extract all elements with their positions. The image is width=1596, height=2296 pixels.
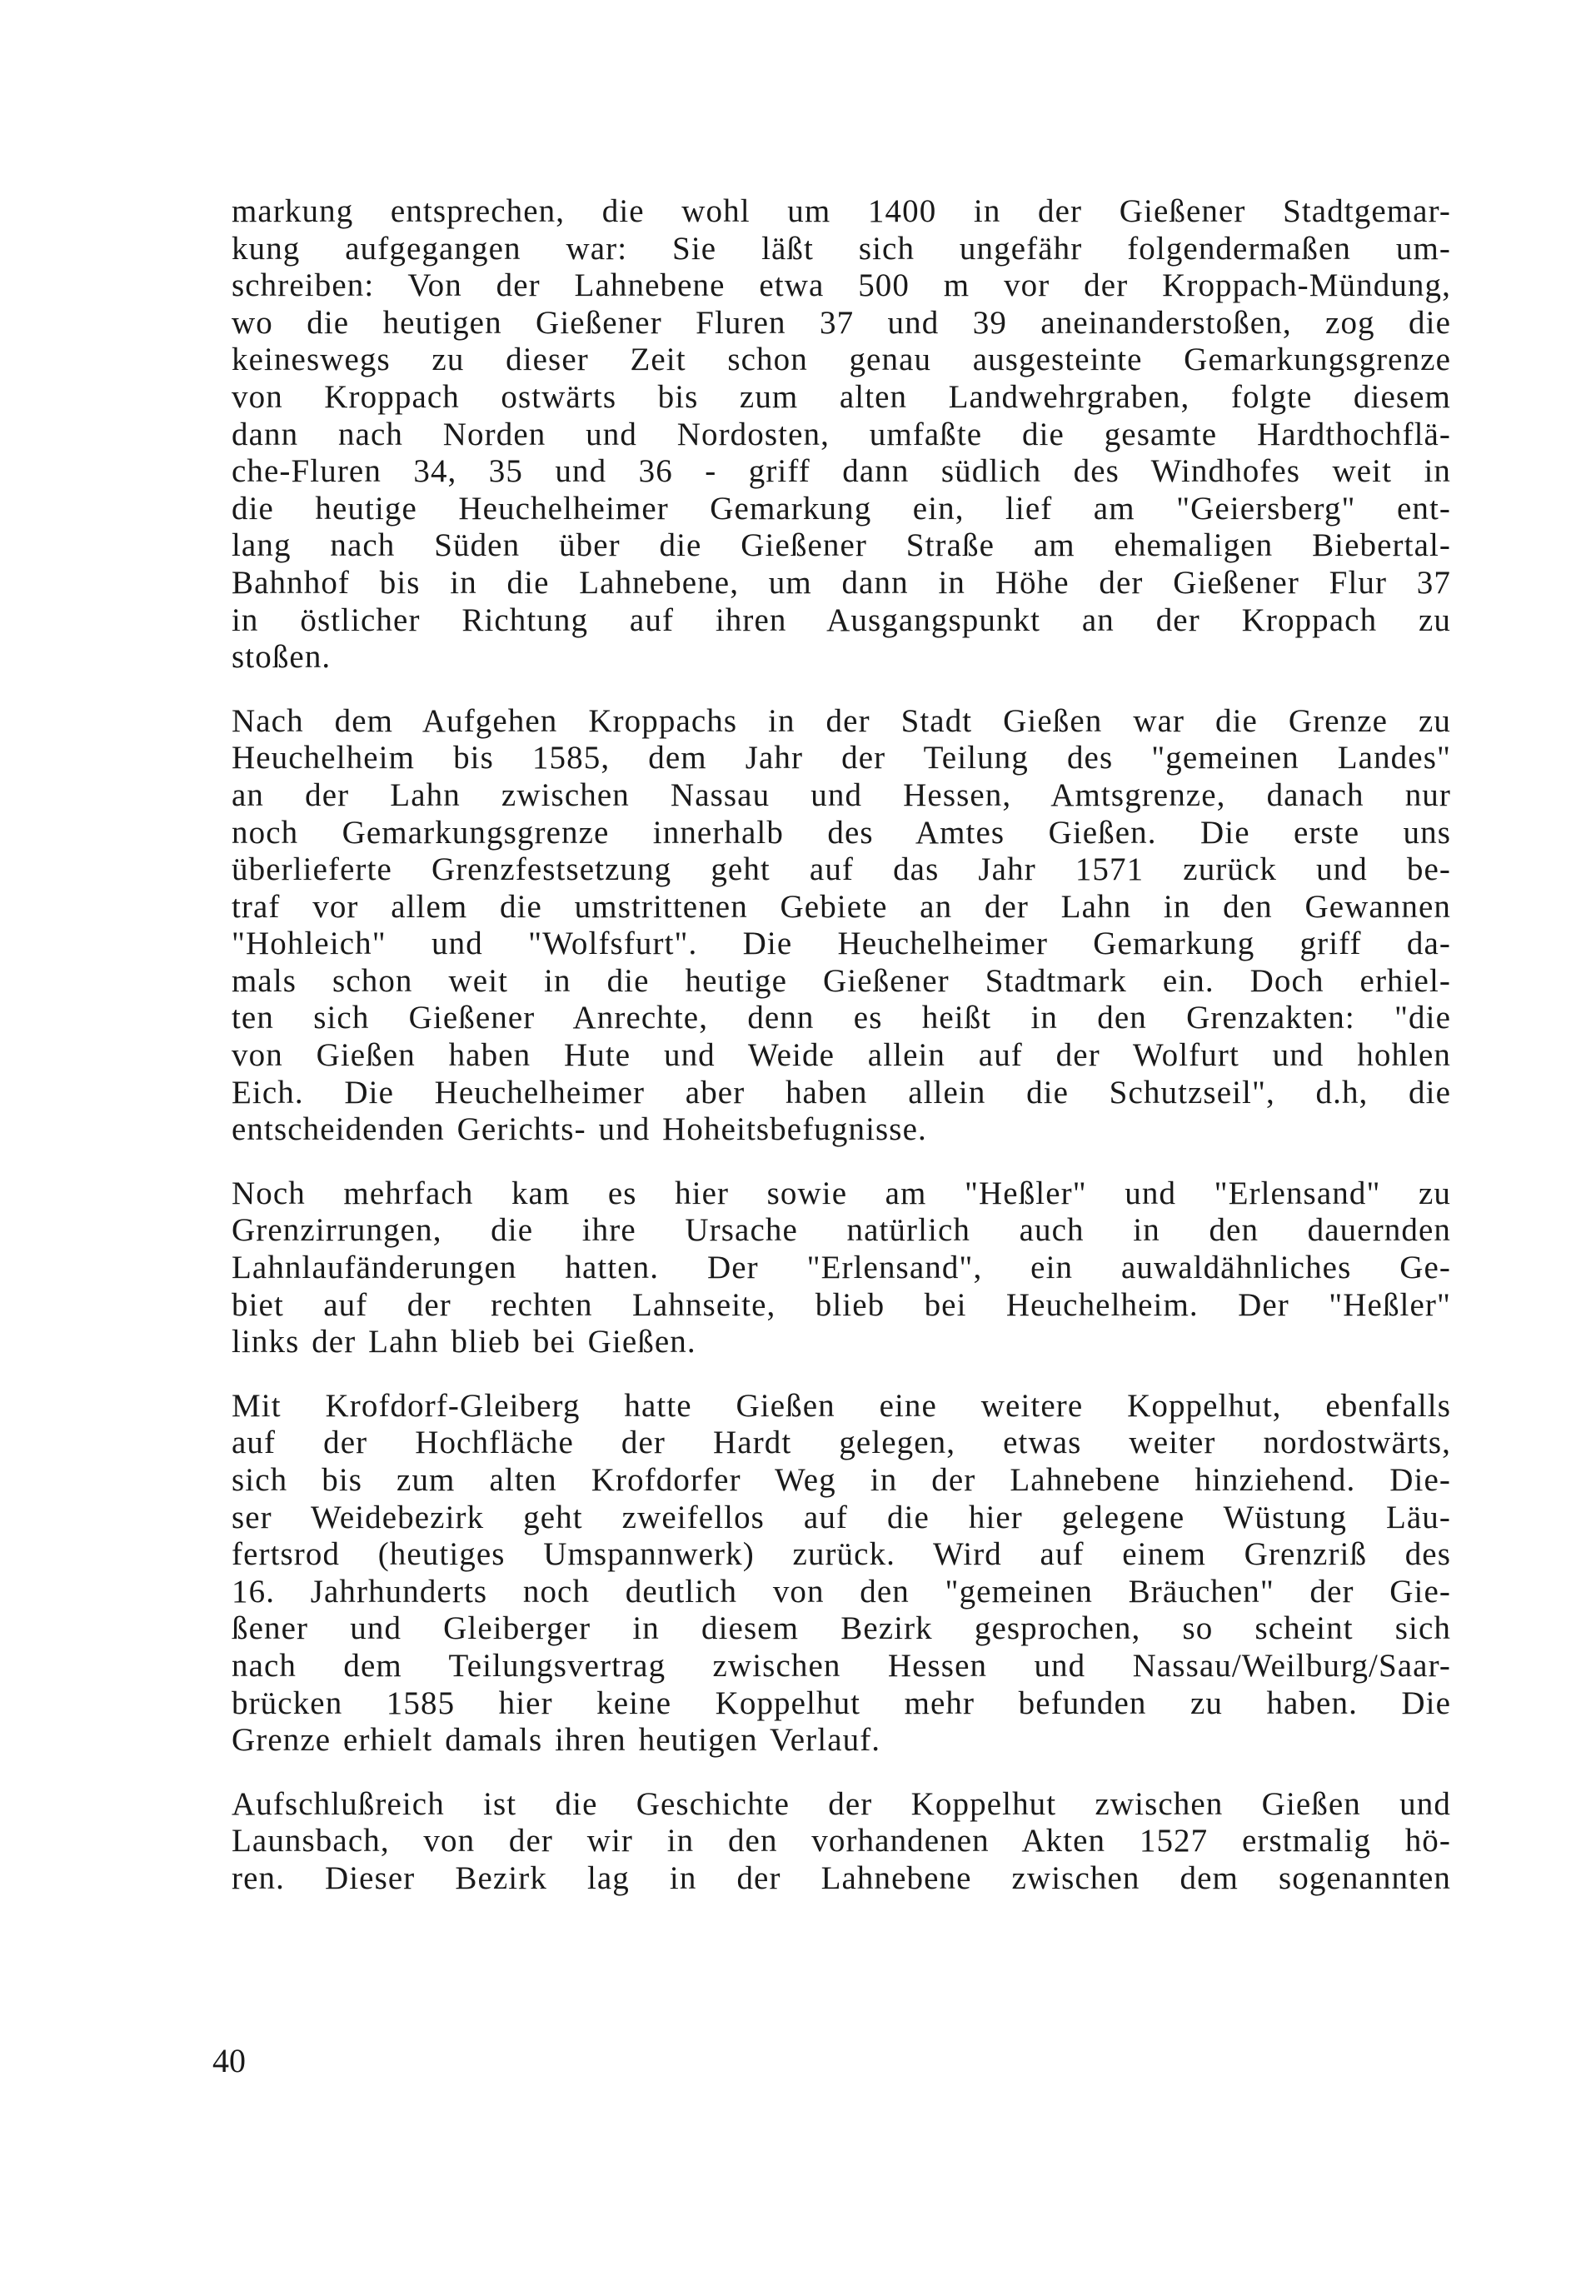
paragraph [232, 1175, 1451, 1361]
text-line: wo die heutigen Gießener Fluren 37 und 39 aneinanderstoßen, zog die [232, 304, 1451, 341]
text-line: Mit Krofdorf-Gleiberg hatte Gießen eine weitere Koppelhut, ebenfalls [232, 1387, 1451, 1424]
paragraph [232, 193, 1451, 676]
text-line: stoßen. [232, 639, 332, 676]
text-line: dann nach Norden und Nordosten, umfaßte die gesamte Hardthochflä- [232, 416, 1451, 452]
text-line: "Hohleich" und "Wolfsfurt". Die Heuchelheimer Gemarkung griff da- [232, 926, 1451, 962]
text-line: noch Gemarkungsgrenze innerhalb des Amtes Gießen. Die erste uns [232, 814, 1451, 851]
text-line: Grenzirrungen, die ihre Ursache natürlich auch in den dauernden [232, 1212, 1451, 1249]
text-line: entscheidenden Gerichts- und Hoheitsbefugnisse. [232, 1111, 927, 1148]
paragraph [232, 703, 1451, 1149]
text-line: biet auf der rechten Lahnseite, blieb bei Heuchelheim. Der "Heßler" [232, 1286, 1451, 1323]
text-line: sich bis zum alten Krofdorfer Weg in der Lahnebene hinziehend. Die- [232, 1462, 1451, 1498]
text-line: ten sich Gießener Anrechte, denn es heißt in den Grenzakten: "die [232, 1000, 1451, 1036]
text-line: von Kroppach ostwärts bis zum alten Landwehrgraben, folgte diesem [232, 378, 1451, 415]
text-line: kung aufgegangen war: Sie läßt sich ungefähr folgendermaßen um- [232, 230, 1451, 267]
text-line: Noch mehrfach kam es hier sowie am "Heßler" und "Erlensand" zu [232, 1175, 1451, 1211]
text-line: che-Fluren 34, 35 und 36 - griff dann südlich des Windhofes weit in [232, 453, 1451, 490]
text-line: Grenze erhielt damals ihren heutigen Verlauf. [232, 1722, 881, 1759]
page-number: 40 [212, 2042, 246, 2079]
text-line: links der Lahn blieb bei Gießen. [232, 1324, 696, 1360]
text-line: schreiben: Von der Lahnebene etwa 500 m vor der Kroppach-Mündung, [232, 267, 1451, 304]
text-line: Aufschlußreich ist die Geschichte der Koppelhut zwischen Gießen und [232, 1785, 1451, 1822]
text-line: auf der Hochfläche der Hardt gelegen, etwas weiter nordostwärts, [232, 1425, 1451, 1461]
text-line: Lahnlaufänderungen hatten. Der "Erlensand", ein auwaldähnliches Ge- [232, 1250, 1451, 1286]
text-line: die heutige Heuchelheimer Gemarkung ein, lief am "Geiersberg" ent- [232, 490, 1451, 527]
paragraph [232, 1388, 1451, 1759]
text-line: ßener und Gleiberger in diesem Bezirk gesprochen, so scheint sich [232, 1610, 1451, 1647]
paragraph [232, 1786, 1451, 1898]
text-line: ren. Dieser Bezirk lag in der Lahnebene zwischen dem sogenannten [232, 1859, 1451, 1896]
text-line: Launsbach, von der wir in den vorhandenen Akten 1527 erstmalig hö- [232, 1823, 1451, 1859]
text-line: mals schon weit in die heutige Gießener Stadtmark ein. Doch erhiel- [232, 962, 1451, 999]
text-line: Nach dem Aufgehen Kroppachs in der Stadt Gießen war die Grenze zu [232, 702, 1451, 739]
text-line: Bahnhof bis in die Lahnebene, um dann in Höhe der Gießener Flur 37 [232, 564, 1451, 601]
text-line: keineswegs zu dieser Zeit schon genau ausgesteinte Gemarkungsgrenze [232, 342, 1451, 378]
text-line: 16. Jahrhunderts noch deutlich von den "gemeinen Bräuchen" der Gie- [232, 1573, 1451, 1610]
text-line: fertsrod (heutiges Umspannwerk) zurück. Wird auf einem Grenzriß des [232, 1536, 1451, 1573]
text-line: überlieferte Grenzfestsetzung geht auf das Jahr 1571 zurück und be- [232, 851, 1451, 888]
text-line: markung entsprechen, die wohl um 1400 in der Gießener Stadtgemar- [232, 193, 1451, 229]
text-line: an der Lahn zwischen Nassau und Hessen, Amtsgrenze, danach nur [232, 776, 1451, 813]
text-line: in östlicher Richtung auf ihren Ausgangspunkt an der Kroppach zu [232, 601, 1451, 638]
text-line: nach dem Teilungsvertrag zwischen Hessen und Nassau/Weilburg/Saar- [232, 1647, 1451, 1684]
text-line: von Gießen haben Hute und Weide allein auf der Wolfurt und hohlen [232, 1037, 1451, 1074]
text-line: Eich. Die Heuchelheimer aber haben allein die Schutzseil", d.h, die [232, 1074, 1451, 1111]
text-line: brücken 1585 hier keine Koppelhut mehr befunden zu haben. Die [232, 1685, 1451, 1721]
text-line: ser Weidebezirk geht zweifellos auf die hier gelegene Wüstung Läu- [232, 1499, 1451, 1535]
text-line: lang nach Süden über die Gießener Straße am ehemaligen Biebertal- [232, 527, 1451, 564]
body-text [232, 193, 1451, 1924]
text-line: Heuchelheim bis 1585, dem Jahr der Teilung des "gemeinen Landes" [232, 740, 1451, 776]
text-line: traf vor allem die umstrittenen Gebiete an der Lahn in den Gewannen [232, 888, 1451, 925]
